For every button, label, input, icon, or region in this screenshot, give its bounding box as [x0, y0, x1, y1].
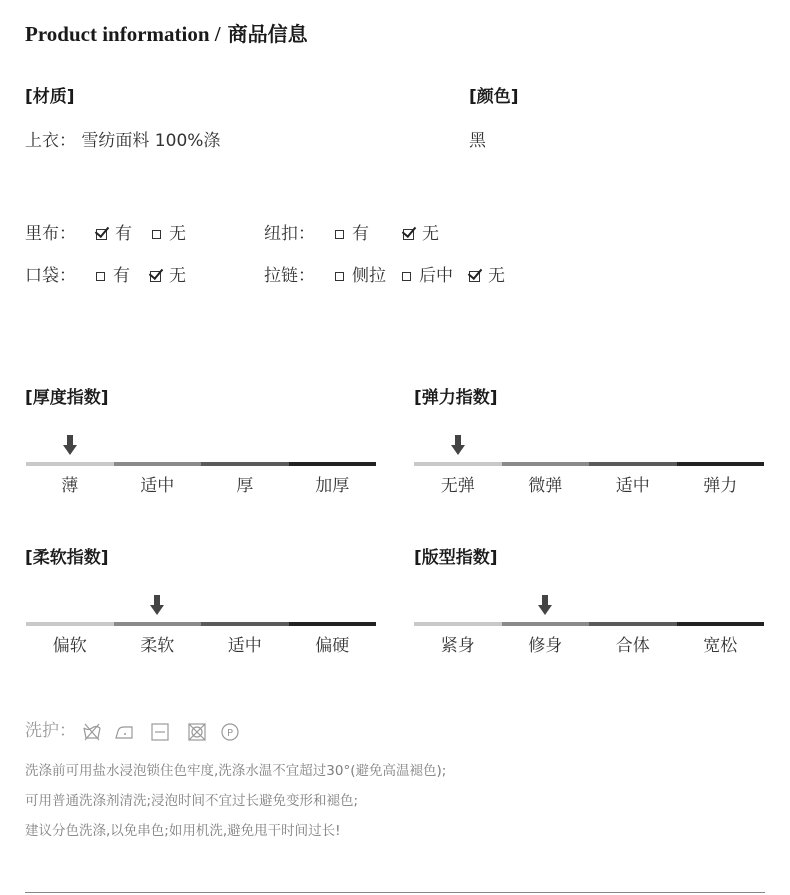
scale-label: 适中: [227, 636, 262, 656]
checkbox-empty-icon: [96, 272, 105, 281]
checkbox-checked-icon: [96, 229, 107, 240]
svg-text:P: P: [226, 728, 234, 739]
line-dry-icon: [150, 722, 170, 742]
color-value: 黑: [469, 131, 486, 151]
checkbox-empty-icon: [152, 230, 161, 239]
iron-low-icon: [114, 722, 134, 742]
bottom-divider: [25, 892, 765, 893]
down-arrow-icon: [63, 435, 77, 455]
scale-segment: [414, 462, 502, 466]
scale-segment: [289, 462, 377, 466]
checkbox-empty-icon: [335, 272, 344, 281]
material-heading: [材质]: [25, 87, 75, 107]
scale-label: 偏硬: [315, 636, 350, 656]
scale-label: 弹力: [703, 476, 738, 496]
scale-segment: [201, 622, 289, 626]
button-option-yes[interactable]: [335, 223, 369, 245]
option-label: 有: [113, 266, 130, 286]
checkbox-empty-icon: [402, 272, 411, 281]
no-wash-icon: [82, 722, 102, 742]
fit-heading: [版型指数]: [414, 548, 498, 568]
lining-label: 里布：: [25, 224, 76, 244]
thickness-heading: [厚度指数]: [25, 388, 109, 408]
button-option-no[interactable]: [403, 223, 439, 245]
scale-labels: [26, 635, 376, 657]
scale-segment: [114, 622, 202, 626]
option-label: 无: [169, 266, 186, 286]
pocket-option-no[interactable]: [150, 265, 186, 287]
option-label: 后中: [419, 266, 453, 286]
checkbox-checked-icon: [403, 229, 414, 240]
material-value: 上衣： 雪纺面料 100%涤: [25, 131, 221, 151]
scale-label: 宽松: [703, 636, 738, 656]
down-arrow-icon: [451, 435, 465, 455]
lining-option-no[interactable]: [152, 223, 186, 245]
care-note-1: 洗涤前可用盐水浸泡锁住色牢度,洗涤水温不宜超过30°(避免高温褪色);: [25, 763, 447, 779]
scale-segment: [26, 462, 114, 466]
zipper-option-row: [264, 265, 525, 287]
scale-labels: [26, 475, 376, 497]
zipper-label: 拉链：: [264, 266, 315, 286]
scale-segment: [289, 622, 377, 626]
scale-track: [414, 462, 764, 466]
scale-label: 无弹: [440, 476, 475, 496]
scale-label: 厚: [236, 476, 254, 496]
scale-label: 适中: [615, 476, 650, 496]
pocket-option-row: [25, 265, 206, 287]
checkbox-checked-icon: [469, 271, 480, 282]
scale-track: [26, 462, 376, 466]
scale-labels: [414, 475, 764, 497]
scale-label: 偏软: [52, 636, 87, 656]
scale-label: 薄: [61, 476, 79, 496]
dry-clean-p-icon: [220, 722, 240, 742]
scale-label: 合体: [615, 636, 650, 656]
down-arrow-icon: [150, 595, 164, 615]
scale-segment: [677, 622, 765, 626]
title-en: Product information /: [25, 22, 221, 46]
scale-segment: [502, 622, 590, 626]
option-label: 有: [115, 224, 132, 244]
scale-segment: [589, 622, 677, 626]
scale-label: 加厚: [315, 476, 350, 496]
zipper-option-back[interactable]: [402, 265, 453, 287]
care-note-2: 可用普通洗涤剂清洗;浸泡时间不宜过长避免变形和褪色;: [25, 793, 359, 809]
no-tumble-dry-icon: [187, 722, 207, 742]
scale-segment: [114, 462, 202, 466]
button-label: 纽扣：: [264, 224, 315, 244]
scale-labels: [414, 635, 764, 657]
pocket-label: 口袋：: [25, 266, 76, 286]
option-label: 有: [352, 224, 369, 244]
lining-option-row: [25, 223, 206, 245]
scale-label: 适中: [140, 476, 175, 496]
scale-label: 柔软: [140, 636, 175, 656]
down-arrow-icon: [538, 595, 552, 615]
zipper-option-side[interactable]: [335, 265, 386, 287]
scale-segment: [414, 622, 502, 626]
scale-segment: [502, 462, 590, 466]
scale-segment: [677, 462, 765, 466]
care-label: 洗护：: [25, 721, 76, 741]
care-note-3: 建议分色洗涤,以免串色;如用机洗,避免甩干时间过长!: [25, 823, 341, 839]
scale-segment: [201, 462, 289, 466]
scale-segment: [26, 622, 114, 626]
lining-option-yes[interactable]: [96, 223, 132, 245]
scale-label: 紧身: [440, 636, 475, 656]
elasticity-heading: [弹力指数]: [414, 388, 498, 408]
scale-track: [26, 622, 376, 626]
scale-label: 修身: [528, 636, 563, 656]
scale-segment: [589, 462, 677, 466]
page-title: [25, 20, 308, 48]
color-heading: [颜色]: [469, 87, 519, 107]
pocket-option-yes[interactable]: [96, 265, 130, 287]
button-option-row: [264, 223, 459, 245]
title-cn: 商品信息: [227, 22, 308, 46]
option-label: 无: [488, 266, 505, 286]
scale-label: 微弹: [528, 476, 563, 496]
checkbox-checked-icon: [150, 271, 161, 282]
option-label: 侧拉: [352, 266, 386, 286]
checkbox-empty-icon: [335, 230, 344, 239]
option-label: 无: [422, 224, 439, 244]
option-label: 无: [169, 224, 186, 244]
zipper-option-none[interactable]: [469, 265, 505, 287]
scale-track: [414, 622, 764, 626]
softness-heading: [柔软指数]: [25, 548, 109, 568]
